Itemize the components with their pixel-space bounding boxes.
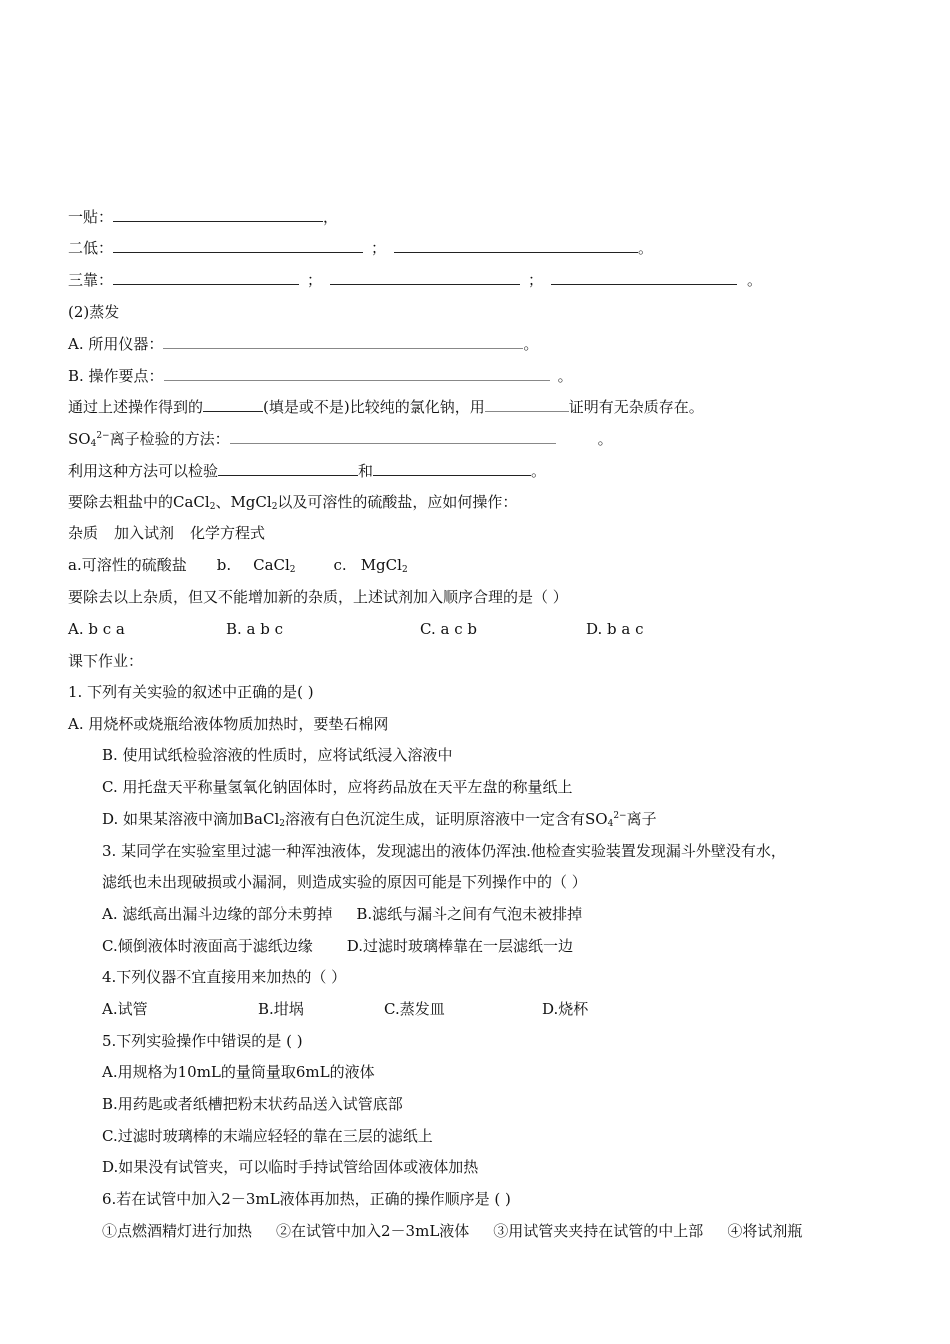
impurity-b-sub: 2: [289, 565, 296, 575]
order-option-d[interactable]: D. b a c: [586, 620, 644, 638]
remove-line-text-2: 、MgCl: [215, 493, 272, 511]
one-stick-label: 一贴：: [68, 208, 114, 226]
so4-test-blank[interactable]: [230, 429, 556, 444]
detect-line-text-1: 利用这种方法可以检验: [68, 462, 219, 480]
q1-option-d-sup: 2−: [613, 811, 627, 821]
three-lean-blank-2[interactable]: [330, 270, 520, 285]
detect-blank-2[interactable]: [373, 461, 531, 476]
key-points-end: 。: [557, 367, 573, 385]
instruments-end: 。: [523, 335, 539, 353]
impurity-b-value: CaCl: [253, 556, 290, 574]
table-head-impurity: 杂质: [68, 524, 99, 542]
one-stick-blank[interactable]: [113, 207, 323, 222]
detect-line: [68, 461, 546, 481]
q6-step-3: ③用试管夹夹持在试管的中上部: [493, 1222, 704, 1240]
nacl-line-text-3: 证明有无杂质存在。: [568, 398, 704, 416]
nacl-blank-2[interactable]: [485, 397, 569, 412]
table-head-equation: 化学方程式: [190, 524, 266, 542]
two-low-label: 二低：: [68, 239, 114, 257]
three-lean-label: 三靠：: [68, 271, 114, 289]
instruments-blank[interactable]: [163, 334, 523, 349]
key-points-label: B. 操作要点：: [68, 367, 164, 385]
q3-stem-line-2: 滤纸也未出现破损或小漏洞，则造成实验的原因可能是下列操作中的（ ）: [102, 873, 587, 891]
q3-option-d[interactable]: D.过滤时玻璃棒靠在一层滤纸一边: [346, 937, 573, 955]
q6-stem: 6.若在试管中加入2－3mL液体再加热，正确的操作顺序是 ( ): [102, 1190, 511, 1208]
two-low-line: [68, 238, 653, 258]
q6-step-1: ①点燃酒精灯进行加热: [102, 1222, 253, 1240]
q6-steps: [102, 1221, 802, 1241]
three-lean-separator-2: ；: [528, 271, 544, 289]
q5-stem: 5.下列实验操作中错误的是 ( ): [102, 1032, 303, 1050]
so4-ion: SO: [68, 430, 91, 448]
q3-stem-line-1: 3. 某同学在实验室里过滤一种浑浊液体，发现滤出的液体仍浑浊.他检查实验装置发现漏斗外壁没有水，: [102, 842, 786, 860]
q5-option-d[interactable]: D.如果没有试管夹，可以临时手持试管给固体或液体加热: [102, 1158, 479, 1176]
q3-options-row-1: [102, 904, 582, 924]
order-question: 要除去以上杂质，但又不能增加新的杂质，上述试剂加入顺序合理的是（ ）: [68, 588, 568, 606]
order-option-c[interactable]: C. a c b: [420, 620, 477, 638]
two-low-separator: ；: [371, 239, 387, 257]
q3-option-a[interactable]: A. 滤纸高出漏斗边缘的部分未剪掉: [102, 905, 333, 923]
q5-option-a[interactable]: A.用规格为10mL的量筒量取6mL的液体: [102, 1063, 375, 1081]
nacl-line-text-1: 通过上述操作得到的: [68, 398, 204, 416]
detect-line-end: 。: [531, 462, 547, 480]
key-points-line: [68, 366, 573, 386]
table-head: [68, 523, 265, 543]
detect-line-text-2: 和: [358, 462, 374, 480]
so4-test-end: 。: [597, 430, 613, 448]
q1-option-c[interactable]: C. 用托盘天平称量氢氧化钠固体时，应将药品放在天平左盘的称量纸上: [102, 778, 573, 796]
three-lean-end: 。: [747, 271, 763, 289]
three-lean-blank-3[interactable]: [551, 270, 737, 285]
two-low-end: 。: [638, 239, 654, 257]
one-stick-end: ，: [323, 208, 339, 226]
q4-option-c[interactable]: C.蒸发皿: [384, 1000, 445, 1018]
nacl-line-text-2: (填是或不是)比较纯的氯化钠，用: [263, 398, 485, 416]
q1-stem: 1. 下列有关实验的叙述中正确的是( ): [68, 683, 314, 701]
three-lean-separator-1: ；: [307, 271, 323, 289]
q3-option-c[interactable]: C.倾倒液体时液面高于滤纸边缘: [102, 937, 313, 955]
homework-title: 课下作业：: [68, 652, 144, 670]
q5-option-c[interactable]: C.过滤时玻璃棒的末端应轻轻的靠在三层的滤纸上: [102, 1127, 433, 1145]
instruments-label: A. 所用仪器：: [68, 335, 164, 353]
so4-superscript: 2−: [96, 431, 110, 441]
impurity-c-value: MgCl: [360, 556, 402, 574]
three-lean-line: [68, 270, 762, 290]
q1-option-d-sub-1: 2: [279, 819, 286, 829]
q1-option-d-text-3: 离子: [626, 810, 657, 828]
q4-option-d[interactable]: D.烧杯: [542, 1000, 589, 1018]
q1-option-d-text-2: 溶液有白色沉淀生成，证明原溶液中一定含有SO: [285, 810, 608, 828]
impurity-c-label: c.: [333, 556, 347, 574]
q3-options-row-2: [102, 936, 573, 956]
q4-option-b[interactable]: B.坩埚: [258, 1000, 304, 1018]
evaporation-heading: (2)蒸发: [68, 303, 120, 321]
q6-step-4: ④将试剂瓶: [727, 1222, 803, 1240]
impurity-b-label: b.: [216, 556, 232, 574]
table-head-reagent: 加入试剂: [114, 524, 175, 542]
detect-blank-1[interactable]: [218, 461, 358, 476]
q1-option-d-text-1: D. 如果某溶液中滴加BaCl: [102, 810, 280, 828]
order-option-a[interactable]: A. b c a: [68, 620, 125, 638]
so4-test-line: [68, 429, 613, 449]
so4-subscript: 4: [90, 439, 97, 449]
q6-step-2: ②在试管中加入2－3mL液体: [276, 1222, 470, 1240]
q3-option-b[interactable]: B.滤纸与漏斗之间有气泡未被排掉: [356, 905, 583, 923]
q4-stem: 4.下列仪器不宜直接用来加热的（ ）: [102, 968, 347, 986]
q1-option-a[interactable]: A. 用烧杯或烧瓶给液体物质加热时，要垫石棉网: [68, 715, 389, 733]
two-low-blank-2[interactable]: [394, 238, 638, 253]
remove-line: [68, 492, 517, 512]
remove-line-text-3: 以及可溶性的硫酸盐，应如何操作：: [277, 493, 518, 511]
nacl-line: [68, 397, 704, 417]
q1-option-b[interactable]: B. 使用试纸检验溶液的性质时，应将试纸浸入溶液中: [102, 746, 453, 764]
impurity-a: a.可溶性的硫酸盐: [68, 556, 187, 574]
nacl-blank-1[interactable]: [203, 397, 263, 412]
two-low-blank-1[interactable]: [113, 238, 363, 253]
one-stick-line: [68, 207, 338, 227]
key-points-blank[interactable]: [164, 366, 550, 381]
instruments-line: [68, 334, 538, 354]
q5-option-b[interactable]: B.用药匙或者纸槽把粉末状药品送入试管底部: [102, 1095, 403, 1113]
remove-line-sub-2: 2: [271, 502, 278, 512]
three-lean-blank-1[interactable]: [113, 270, 299, 285]
remove-line-text-1: 要除去粗盐中的CaCl: [68, 493, 210, 511]
q4-option-a[interactable]: A.试管: [102, 1000, 148, 1018]
q1-option-d[interactable]: [102, 809, 657, 829]
so4-test-label: 离子检验的方法：: [109, 430, 230, 448]
impurities-line: [68, 555, 408, 575]
q1-option-d-sub-2: 4: [607, 819, 614, 829]
order-option-b[interactable]: B. a b c: [226, 620, 284, 638]
remove-line-sub-1: 2: [209, 502, 216, 512]
impurity-c-sub: 2: [401, 565, 408, 575]
